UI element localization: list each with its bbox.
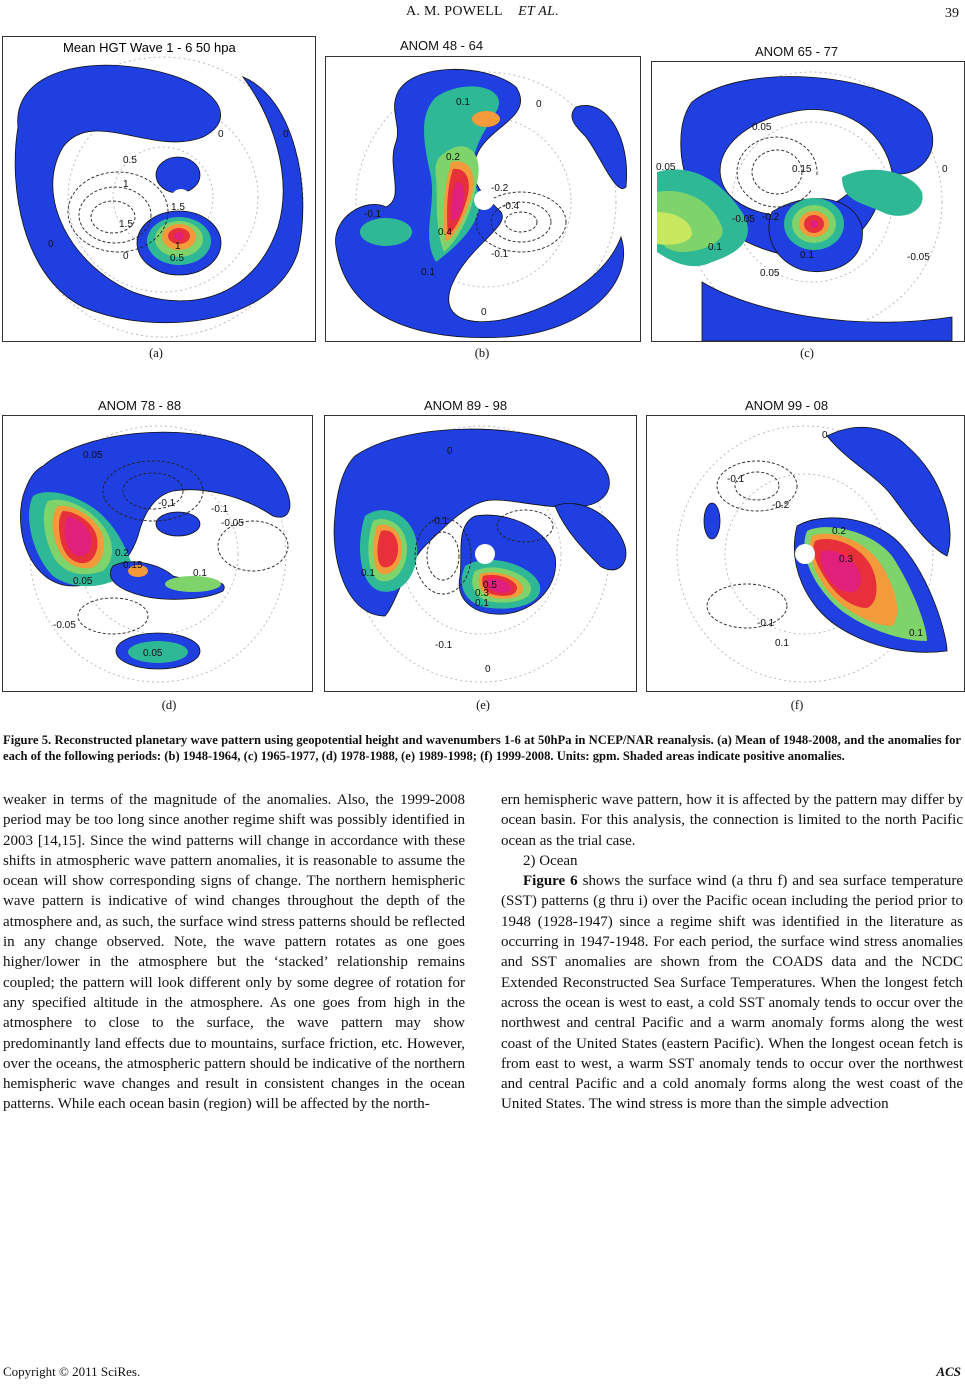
panel-title-e: ANOM 89 - 98 — [424, 398, 508, 413]
contour-label: 0.05 — [760, 268, 780, 279]
running-title: A. M. POWELL ET AL. — [405, 4, 560, 19]
contour-label: 0.2 — [832, 526, 846, 537]
panel-label-a: (a) — [149, 346, 163, 360]
subheading: 2) Ocean — [523, 852, 578, 869]
map-panel-e — [324, 415, 637, 692]
contour-label: 0.1 — [775, 638, 789, 649]
contour-label: -0.1 — [491, 249, 509, 260]
panel-title-d: ANOM 78 - 88 — [98, 398, 182, 413]
contour-label: 0.1 — [909, 628, 923, 639]
figure-reference[interactable]: Figure 6 — [523, 873, 578, 890]
map-panel-a — [2, 36, 316, 342]
body-paragraph: Figure 6 shows the surface wind (a thru f) and sea surface temperature (SST) patterns (g thru i) over the Pacific ocean including the period prior to 1948 (1928-1947) since a regime shift was identified in the literature as occurring in 1947-1948. For each period, the surface wind stress anomalies and SST anomalies are shown from the COADS data and the NCDC Extended Reconstructed Sea Surface Temperatures. When the longest fetch across the ocean is west to east, a cold SST anomaly tends to occur over the northwest and central Pacific and a warm anomaly forms along the west coast of the United States (eastern Pacific). When the longest ocean fetch is from east to west, a warm SST anomaly tends to occur over the northwest and central Pacific and a cold anomaly forms along the west coast of the United States. The wind stress is more than the simple advection — [501, 873, 963, 1113]
map-panel-c — [651, 61, 965, 342]
contour-label: 0.1 — [475, 598, 489, 609]
contour-label: 1.5 — [171, 202, 185, 213]
contour-label: -0.1 — [435, 640, 453, 651]
contour-label: 0 — [447, 446, 453, 457]
contour-label: 0 — [485, 664, 491, 675]
panel-title: Mean HGT Wave 1 - 6 50 hpa — [63, 40, 236, 55]
contour-label: -0.2 — [762, 212, 780, 223]
contour-label: 0.05 — [73, 576, 93, 587]
panel-title-b: ANOM 48 - 64 — [400, 38, 484, 53]
contour-label: -0.05 — [53, 620, 76, 631]
left-column — [3, 790, 465, 1115]
footer — [3, 1364, 961, 1380]
contour-label: -0.05 — [907, 252, 930, 263]
map-panel-d — [2, 415, 313, 692]
contour-label: 0.5 — [170, 253, 184, 264]
body-paragraph: ern hemispheric wave pattern, how it is affected by the pattern may differ by ocean basin. For this analysis, the connection is limited to the north Pacific ocean as the trial case. — [501, 792, 963, 849]
right-column — [501, 790, 963, 1115]
contour-label: 0.3 — [839, 554, 853, 565]
panel-title-f: ANOM 99 - 08 — [745, 398, 829, 413]
panel-label-b: (b) — [474, 346, 490, 360]
contour-label: 0 — [481, 307, 487, 318]
map-panel-b — [325, 56, 641, 342]
contour-label: 0.4 — [438, 227, 452, 238]
running-header — [0, 2, 965, 24]
contour-label: 0 — [942, 164, 948, 175]
contour-label: 0.05 — [143, 648, 163, 659]
contour-label: 0.1 — [708, 242, 722, 253]
panel-label-c: (c) — [800, 346, 814, 360]
contour-label: -0.1 — [364, 209, 382, 220]
contour-label: 0.2 — [115, 548, 129, 559]
map-panel-f — [646, 415, 965, 692]
contour-label: 0.1 — [421, 267, 435, 278]
contour-label: 1 — [123, 179, 129, 190]
contour-label: -0.2 — [491, 183, 509, 194]
contour-label: 0.1 — [456, 97, 470, 108]
contour-label: 0.2 — [446, 152, 460, 163]
panel-label-d: (d) — [161, 698, 177, 712]
copyright: Copyright © 2011 SciRes. — [3, 1364, 141, 1379]
contour-label: 0.5 — [483, 580, 497, 591]
contour-label: 0.05 — [752, 122, 772, 133]
contour-label: 0.1 — [193, 568, 207, 579]
contour-label: -0.2 — [772, 500, 790, 511]
contour-label: -0.05 — [732, 214, 755, 225]
contour-label: 1 — [175, 241, 181, 252]
panel-title-c: ANOM 65 - 77 — [755, 44, 839, 59]
contour-label: -0.1 — [727, 474, 745, 485]
body-paragraph: weaker in terms of the magnitude of the anomalies. Also, the 1999-2008 period may be too long since another regime shift was possibly identified in 2003 [14,15]. Since the wind patterns will change in accordance with these shifts in atmospheric wave pattern anomalies, it is reasonable to assume the ocean will show corresponding signs of change. The northern hemispheric wave pattern is indicative of wind changes throughout the depth of the atmosphere and, as such, the surface wind stress patterns should be reflected in any change observed. Note, the wave pattern rotates as one goes higher/lower in the atmosphere but the ‘stacked’ relationship remains coupled; the pattern will look different only by some degree of rotation for any specified altitude in the atmosphere. As one goes from high in the atmosphere to close to the surface, the wave pattern may show predominantly land effects due to mountains, surface friction, etc. However, over the oceans, the atmospheric pattern should be indicative of the northern hemispheric wave changes and result in consistent changes in the ocean patterns. While each ocean basin (region) will be affected by the north- — [3, 792, 465, 1113]
contour-label: -0.1 — [158, 498, 176, 509]
contour-label: -0.4 — [502, 201, 520, 212]
contour-label: 0.05 — [83, 450, 103, 461]
contour-label: 0 — [536, 99, 542, 110]
contour-label: 0 — [822, 430, 828, 441]
contour-label: 0.1 — [361, 568, 375, 579]
contour-label: -0.1 — [757, 618, 775, 629]
contour-label: 0.1 — [800, 250, 814, 261]
contour-label: 0 — [123, 251, 129, 262]
contour-label: -0.1 — [211, 504, 229, 515]
contour-label: -0.1 — [431, 516, 449, 527]
contour-label: 1.5 — [119, 219, 133, 230]
contour-label: 0.05 — [656, 162, 676, 173]
panel-label-f: (f) — [790, 698, 804, 712]
page-number: 39 — [945, 6, 959, 21]
contour-label: -0.05 — [221, 518, 244, 529]
contour-label: 0 — [283, 129, 289, 140]
journal-abbrev: ACS — [936, 1364, 961, 1379]
contour-label: 0.3 — [475, 588, 489, 599]
contour-label: 0.5 — [123, 155, 137, 166]
contour-label: 0.15 — [792, 164, 812, 175]
contour-label: 0 — [48, 239, 54, 250]
figure-caption: Figure 5. Reconstructed planetary wave pattern using geopotential height and wavenumbers 1-6 at 50hPa in NCEP/NAR reanalysis. (a) Mean of 1948-2008, and the anomalies for each of the following periods: (b) 1948-1964, (c) 1965-1977, (d) 1978-1988, (e) 1989-1998; (f) 1999-2008. Units: gpm. Shaded areas indicate positive anomalies. — [3, 733, 961, 764]
panel-label-e: (e) — [476, 698, 490, 712]
contour-label: 0 — [218, 129, 224, 140]
contour-label: 0.15 — [123, 560, 143, 571]
